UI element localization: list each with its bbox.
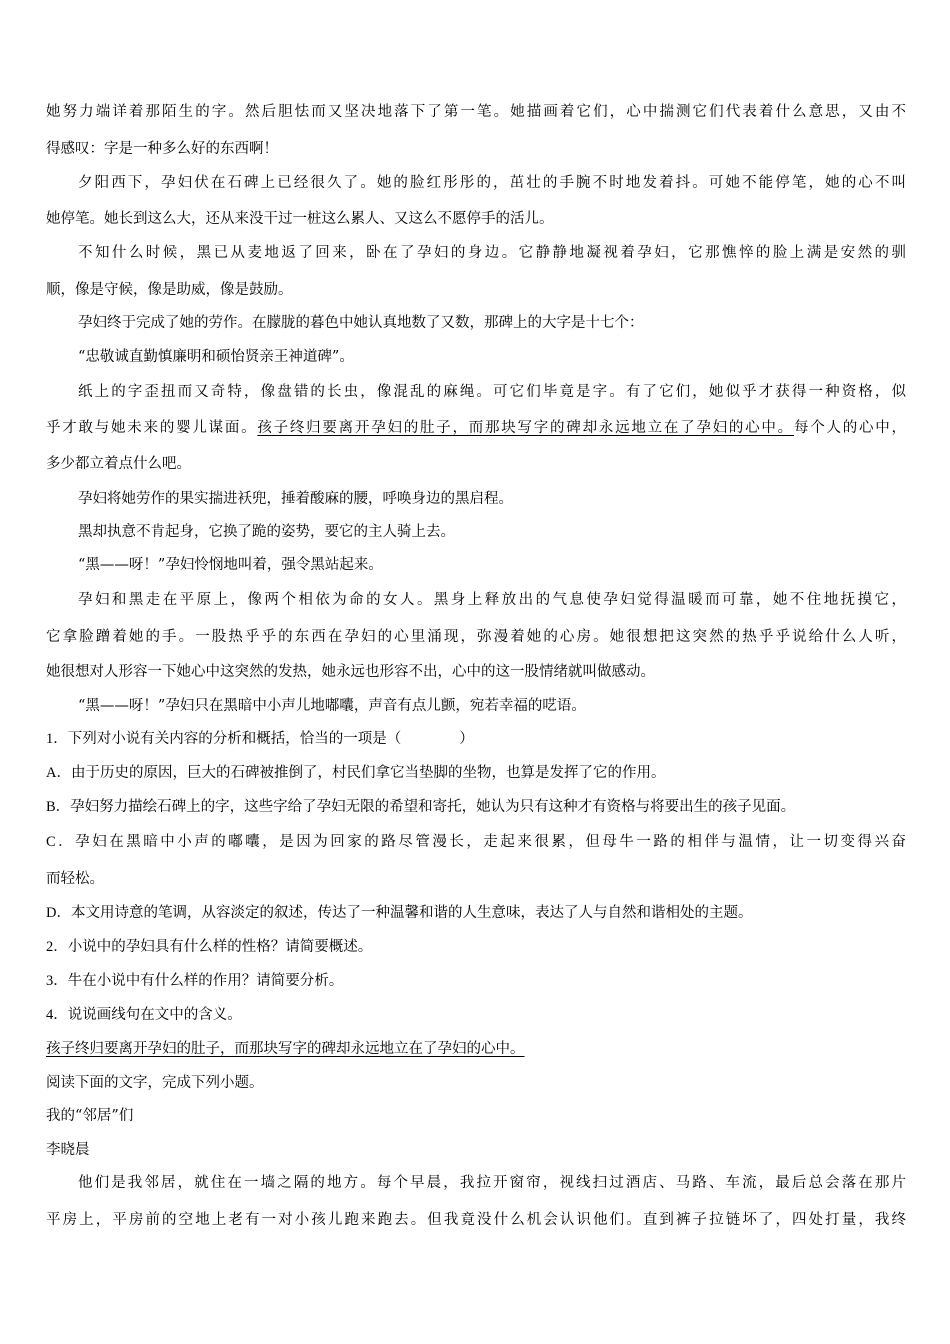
article-author: 李晓晨: [46, 1142, 90, 1158]
story-p8: “黑——呀！”孕妇怜悯地叫着，强令黑站起来。: [78, 557, 383, 573]
article-p1-line1: 他们是我邻居，就住在一墙之隔的地方。每个早晨，我拉开窗帘，视线扫过酒店、马路、车流，最后总会落在那片: [78, 1175, 906, 1191]
question-3: 3．牛在小说中有什么样的作用？请简要分析。: [46, 973, 344, 989]
story-p10: “黑——呀！”孕妇只在黑暗中小声儿地嘟囔，声音有点儿颤，宛若幸福的呓语。: [78, 698, 586, 714]
article-p1-line2: 平房上，平房前的空地上老有一对小孩儿跑来跑去。但我竟没什么机会认识他们。直到裤子拉链坏了，四处打量，我终: [46, 1212, 906, 1228]
article-title: 我的“邻居”们: [46, 1108, 134, 1124]
option-d: D．本文用诗意的笔调，从容淡定的叙述，传达了一种温馨和谐的人生意味，表达了人与自然和谐相处的主题。: [46, 905, 753, 921]
story-p4-line1: 孕妇终于完成了她的劳作。在朦胧的暮色中她认真地数了又数，那碑上的大字是十七个：: [78, 315, 644, 331]
question-2: 2．小说中的孕妇具有什么样的性格？请简要概述。: [46, 939, 373, 955]
story-p1-line1: 她努力端详着那陌生的字。然后胆怯而又坚决地落下了第一笔。她描画着它们，心中揣测它们代表着什么意思，又由不: [46, 104, 906, 120]
option-a: A．由于历史的原因，巨大的石碑被推倒了，村民们拿它当垫脚的坐物，也算是发挥了它的作用。: [46, 765, 666, 781]
question-4: 4．说说画线句在文中的含义。: [46, 1007, 242, 1023]
story-p9-line1: 孕妇和黑走在平原上，像两个相依为命的女人。黑身上释放出的气息使孕妇觉得温暖而可靠，她不住地抚摸它，: [78, 592, 906, 608]
story-p4-line2: “忠敬诚直勤慎廉明和硕怡贤亲王神道碑”。: [78, 349, 354, 365]
story-p5-line1: 纸上的字歪扭而又奇特，像盘错的长虫，像混乱的麻绳。可它们毕竟是字。有了它们，她似乎才获得一种资格，似: [78, 384, 906, 400]
option-c-line2: 而轻松。: [46, 871, 104, 887]
story-p3-line1: 不知什么时候，黑已从麦地返了回来，卧在了孕妇的身边。它静静地凝视着孕妇，它那憔悴的脸上满是安然的驯: [78, 245, 906, 261]
story-p6: 孕妇将她劳作的果实揣进袄兜，捶着酸麻的腰，呼唤身边的黑启程。: [78, 491, 513, 507]
question-4-quote: 孩子终归要离开孕妇的肚子，而那块写字的碑却永远地立在了孕妇的心中。: [46, 1041, 525, 1057]
story-p5-line2: [46, 418, 906, 438]
question-1: 1．下列对小说有关内容的分析和概括，恰当的一项是（ ）: [46, 731, 474, 747]
question-4-quote-row: [46, 1039, 906, 1059]
option-b: B．孕妇努力描绘石碑上的字，这些字给了孕妇无限的希望和寄托，她认为只有这种才有资格与将要出生的孩子见面。: [46, 799, 796, 815]
story-p3-line2: 顺，像是守候，像是助威，像是鼓励。: [46, 282, 293, 298]
story-p2-line2: 她停笔。她长到这么大，还从来没干过一桩这么累人、又这么不愿停手的活儿。: [46, 211, 554, 227]
story-p5-line3: 多少都立着点什么吧。: [46, 456, 191, 472]
reading-instruction: 阅读下面的文字，完成下列小题。: [46, 1075, 264, 1091]
underlined-sentence: 孩子终归要离开孕妇的肚子，而那块写字的碑却永远地立在了孕妇的心中。: [257, 420, 794, 436]
story-p9-line3: 她很想对人形容一下她心中这突然的发热，她永远也形容不出，心中的这一股情绪就叫做感动。: [46, 664, 655, 680]
story-p5-text-after: 每个人的心中，: [793, 420, 907, 436]
story-p2-line1: 夕阳西下，孕妇伏在石碑上已经很久了。她的脸红彤彤的，茁壮的手腕不时地发着抖。可她不能停笔，她的心不叫: [78, 175, 906, 191]
option-c-line1: C．孕妇在黑暗中小声的嘟囔，是因为回家的路尽管漫长，走起来很累，但母牛一路的相伴与温情，让一切变得兴奋: [46, 834, 906, 850]
story-p9-line2: 它拿脸蹭着她的手。一股热乎乎的东西在孕妇的心里涌现，弥漫着她的心房。她很想把这突然的热乎乎说给什么人听，: [46, 629, 906, 645]
story-p5-text-before: 乎才敢与她未来的婴儿谋面。: [46, 420, 258, 436]
story-p7: 黑却执意不肯起身，它换了跪的姿势，要它的主人骑上去。: [78, 524, 455, 540]
story-p1-line2: 得感叹：字是一种多么好的东西啊！: [46, 141, 278, 157]
